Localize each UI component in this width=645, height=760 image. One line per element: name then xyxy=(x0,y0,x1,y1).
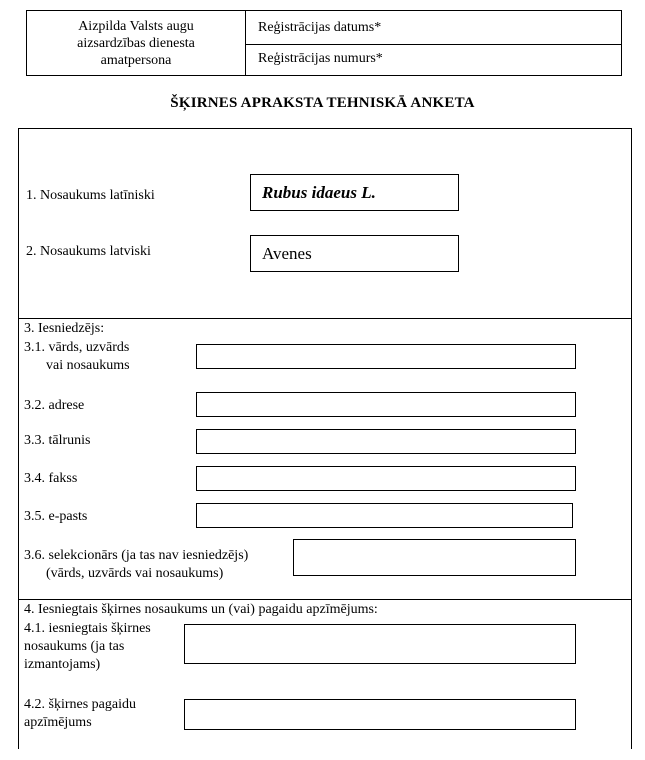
registration-divider xyxy=(246,44,621,45)
fax-label: 3.4. fakss xyxy=(24,471,78,486)
temp-designation-label-1: 4.2. šķirnes pagaidu xyxy=(24,697,136,712)
latin-name-value: Rubus idaeus L. xyxy=(262,182,376,202)
registration-date-label: Reģistrācijas datums* xyxy=(258,20,382,35)
registration-number-label: Reģistrācijas numurs* xyxy=(258,51,383,66)
temp-designation-label-2: apzīmējums xyxy=(24,715,92,730)
latin-name-field[interactable] xyxy=(250,174,459,211)
proposed-name-input[interactable] xyxy=(184,624,576,664)
form-title: ŠĶIRNES APRAKSTA TEHNISKĀ ANKETA xyxy=(170,95,475,111)
email-label: 3.5. e-pasts xyxy=(24,509,88,524)
filled-by-official-cell xyxy=(26,10,246,76)
breeder-input[interactable] xyxy=(293,539,576,576)
applicant-name-label-1: 3.1. vārds, uzvārds xyxy=(24,340,130,355)
latvian-name-label: 2. Nosaukums latviski xyxy=(26,244,151,259)
applicant-name-input[interactable] xyxy=(196,344,576,369)
filled-by-line-1: Aizpilda Valsts augu xyxy=(78,18,194,34)
filled-by-text xyxy=(77,18,195,69)
latvian-name-value: Avenes xyxy=(262,243,312,263)
applicant-name-label-2: vai nosaukums xyxy=(46,358,130,373)
address-label: 3.2. adrese xyxy=(24,398,85,413)
latvian-name-field[interactable] xyxy=(250,235,459,272)
breeder-label-1: 3.6. selekcionārs (ja tas nav iesniedzējs) xyxy=(24,548,249,563)
address-input[interactable] xyxy=(196,392,576,417)
proposed-name-label-3: izmantojams) xyxy=(24,657,101,672)
latin-name-label: 1. Nosaukums latīniski xyxy=(26,188,155,203)
filled-by-line-2: aizsardzības dienesta xyxy=(77,35,195,51)
breeder-label-2: (vārds, uzvārds vai nosaukums) xyxy=(46,566,224,581)
filled-by-line-3: amatpersona xyxy=(100,52,172,68)
fax-input[interactable] xyxy=(196,466,576,491)
applicant-heading: 3. Iesniedzējs: xyxy=(24,321,105,336)
phone-input[interactable] xyxy=(196,429,576,454)
proposed-name-label-2: nosaukums (ja tas xyxy=(24,639,125,654)
names-section xyxy=(18,128,632,319)
email-input[interactable] xyxy=(196,503,573,528)
registration-cells xyxy=(245,10,622,76)
phone-label: 3.3. tālrunis xyxy=(24,433,91,448)
proposed-name-label-1: 4.1. iesniegtais šķirnes xyxy=(24,621,151,636)
temp-designation-input[interactable] xyxy=(184,699,576,730)
variety-name-heading: 4. Iesniegtais šķirnes nosaukums un (vai) pagaidu apzīmējums: xyxy=(24,602,378,617)
